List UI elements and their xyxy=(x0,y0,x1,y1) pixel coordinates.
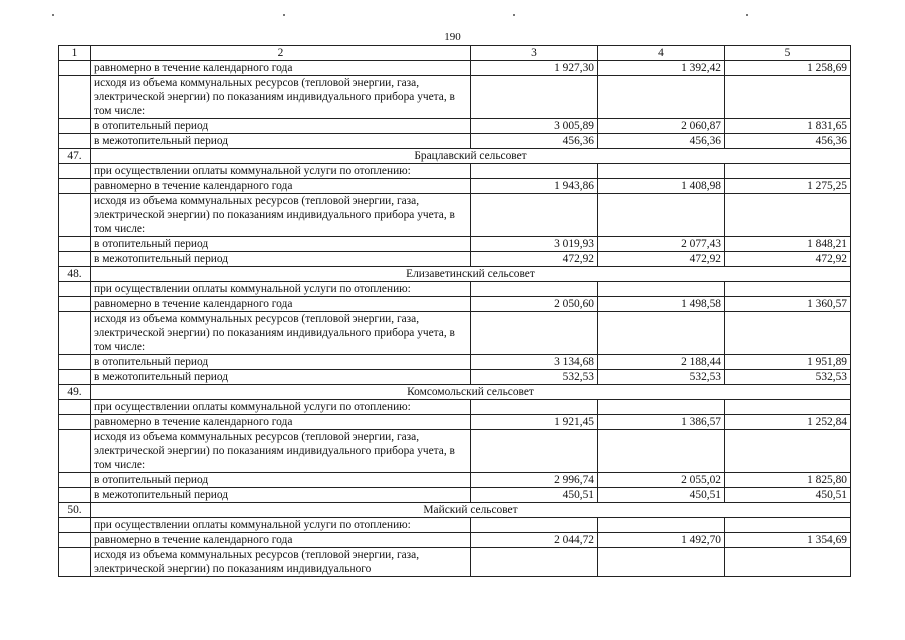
row-label: в отопительный период xyxy=(91,355,471,370)
value-col-3: 2 044,72 xyxy=(471,533,598,548)
value-col-5 xyxy=(725,548,851,577)
row-label: в отопительный период xyxy=(91,237,471,252)
value-col-4: 1 386,57 xyxy=(598,415,725,430)
row-label: исходя из объема коммунальных ресурсов (тепловой энергии, газа, электрической энергии) по показаниям индивидуального прибора учета, в том числе: xyxy=(91,312,471,355)
value-col-4: 456,36 xyxy=(598,134,725,149)
value-col-3: 1 943,86 xyxy=(471,179,598,194)
value-col-3: 1 921,45 xyxy=(471,415,598,430)
table-row xyxy=(59,134,851,149)
index-cell xyxy=(59,297,91,312)
index-cell xyxy=(59,370,91,385)
section-title: Елизаветинский сельсовет xyxy=(91,267,851,282)
value-col-4: 2 188,44 xyxy=(598,355,725,370)
index-cell xyxy=(59,518,91,533)
table-row xyxy=(59,430,851,473)
value-col-4: 532,53 xyxy=(598,370,725,385)
row-label: при осуществлении оплаты коммунальной услуги по отоплению: xyxy=(91,164,471,179)
value-col-4 xyxy=(598,518,725,533)
index-cell xyxy=(59,533,91,548)
value-col-3: 1 927,30 xyxy=(471,61,598,76)
section-number: 48. xyxy=(59,267,91,282)
value-col-3: 2 996,74 xyxy=(471,473,598,488)
row-label: равномерно в течение календарного года xyxy=(91,533,471,548)
value-col-5 xyxy=(725,518,851,533)
value-col-5 xyxy=(725,194,851,237)
value-col-5: 450,51 xyxy=(725,488,851,503)
index-cell xyxy=(59,473,91,488)
header-cell: 2 xyxy=(91,46,471,61)
table-row xyxy=(59,194,851,237)
value-col-5: 1 275,25 xyxy=(725,179,851,194)
value-col-5 xyxy=(725,164,851,179)
row-label: равномерно в течение календарного года xyxy=(91,415,471,430)
index-cell xyxy=(59,252,91,267)
value-col-5: 1 951,89 xyxy=(725,355,851,370)
value-col-3 xyxy=(471,76,598,119)
row-label: равномерно в течение календарного года xyxy=(91,297,471,312)
table-row xyxy=(59,61,851,76)
section-row xyxy=(59,503,851,518)
section-number: 50. xyxy=(59,503,91,518)
value-col-5: 1 252,84 xyxy=(725,415,851,430)
row-label: равномерно в течение календарного года xyxy=(91,61,471,76)
table-row xyxy=(59,370,851,385)
table-row xyxy=(59,312,851,355)
value-col-3 xyxy=(471,430,598,473)
table-row xyxy=(59,282,851,297)
value-col-5: 532,53 xyxy=(725,370,851,385)
section-title: Комсомольский сельсовет xyxy=(91,385,851,400)
value-col-4 xyxy=(598,312,725,355)
value-col-4: 472,92 xyxy=(598,252,725,267)
index-cell xyxy=(59,400,91,415)
value-col-3: 3 019,93 xyxy=(471,237,598,252)
row-label: исходя из объема коммунальных ресурсов (тепловой энергии, газа, электрической энергии) по показаниям индивидуального xyxy=(91,548,471,577)
value-col-3 xyxy=(471,312,598,355)
section-row xyxy=(59,149,851,164)
value-col-4: 1 408,98 xyxy=(598,179,725,194)
index-cell xyxy=(59,430,91,473)
value-col-5 xyxy=(725,76,851,119)
value-col-5: 1 360,57 xyxy=(725,297,851,312)
scan-mark xyxy=(283,14,285,16)
value-col-4: 450,51 xyxy=(598,488,725,503)
table-row xyxy=(59,533,851,548)
value-col-3 xyxy=(471,518,598,533)
index-cell xyxy=(59,488,91,503)
value-col-5: 456,36 xyxy=(725,134,851,149)
value-col-3 xyxy=(471,164,598,179)
section-number: 49. xyxy=(59,385,91,400)
row-label: исходя из объема коммунальных ресурсов (тепловой энергии, газа, электрической энергии) по показаниям индивидуального прибора учета, в том числе: xyxy=(91,76,471,119)
value-col-3 xyxy=(471,400,598,415)
row-label: исходя из объема коммунальных ресурсов (тепловой энергии, газа, электрической энергии) по показаниям индивидуального прибора учета, в том числе: xyxy=(91,430,471,473)
value-col-3: 2 050,60 xyxy=(471,297,598,312)
section-title: Майский сельсовет xyxy=(91,503,851,518)
row-label: при осуществлении оплаты коммунальной услуги по отоплению: xyxy=(91,400,471,415)
value-col-4 xyxy=(598,282,725,297)
row-label: исходя из объема коммунальных ресурсов (тепловой энергии, газа, электрической энергии) по показаниям индивидуального прибора учета, в том числе: xyxy=(91,194,471,237)
row-label: при осуществлении оплаты коммунальной услуги по отоплению: xyxy=(91,282,471,297)
table-row xyxy=(59,473,851,488)
index-cell xyxy=(59,548,91,577)
index-cell xyxy=(59,282,91,297)
page-number: 190 xyxy=(444,31,461,43)
row-label: в межотопительный период xyxy=(91,252,471,267)
index-cell xyxy=(59,61,91,76)
table-row xyxy=(59,252,851,267)
table-body xyxy=(59,46,851,577)
index-cell xyxy=(59,312,91,355)
value-col-4: 2 055,02 xyxy=(598,473,725,488)
value-col-4: 1 492,70 xyxy=(598,533,725,548)
value-col-4 xyxy=(598,430,725,473)
row-label: в отопительный период xyxy=(91,119,471,134)
value-col-3 xyxy=(471,282,598,297)
row-label: в межотопительный период xyxy=(91,488,471,503)
index-cell xyxy=(59,76,91,119)
section-row xyxy=(59,267,851,282)
section-number: 47. xyxy=(59,149,91,164)
table-row xyxy=(59,415,851,430)
index-cell xyxy=(59,237,91,252)
header-cell: 1 xyxy=(59,46,91,61)
value-col-4 xyxy=(598,164,725,179)
section-title: Брацлавский сельсовет xyxy=(91,149,851,164)
value-col-5: 1 258,69 xyxy=(725,61,851,76)
value-col-3: 456,36 xyxy=(471,134,598,149)
index-cell xyxy=(59,415,91,430)
value-col-3: 532,53 xyxy=(471,370,598,385)
value-col-5 xyxy=(725,400,851,415)
value-col-3 xyxy=(471,194,598,237)
value-col-3 xyxy=(471,548,598,577)
value-col-3: 3 005,89 xyxy=(471,119,598,134)
value-col-5 xyxy=(725,312,851,355)
value-col-3: 450,51 xyxy=(471,488,598,503)
header-row xyxy=(59,46,851,61)
index-cell xyxy=(59,119,91,134)
table-row xyxy=(59,119,851,134)
scan-mark xyxy=(52,14,54,16)
row-label: при осуществлении оплаты коммунальной услуги по отоплению: xyxy=(91,518,471,533)
header-cell: 4 xyxy=(598,46,725,61)
table-row xyxy=(59,164,851,179)
index-cell xyxy=(59,355,91,370)
scan-mark xyxy=(513,14,515,16)
value-col-5: 1 848,21 xyxy=(725,237,851,252)
value-col-3: 3 134,68 xyxy=(471,355,598,370)
value-col-4 xyxy=(598,76,725,119)
value-col-4 xyxy=(598,548,725,577)
table-row xyxy=(59,179,851,194)
index-cell xyxy=(59,194,91,237)
value-col-5: 1 354,69 xyxy=(725,533,851,548)
value-col-4 xyxy=(598,400,725,415)
value-col-4: 1 498,58 xyxy=(598,297,725,312)
row-label: в межотопительный период xyxy=(91,134,471,149)
table-row xyxy=(59,548,851,577)
index-cell xyxy=(59,179,91,194)
index-cell xyxy=(59,134,91,149)
table-row xyxy=(59,76,851,119)
tariff-table xyxy=(58,45,851,577)
value-col-5 xyxy=(725,282,851,297)
header-cell: 5 xyxy=(725,46,851,61)
row-label: в отопительный период xyxy=(91,473,471,488)
value-col-4 xyxy=(598,194,725,237)
scan-mark xyxy=(746,14,748,16)
value-col-4: 2 060,87 xyxy=(598,119,725,134)
value-col-3: 472,92 xyxy=(471,252,598,267)
table-row xyxy=(59,355,851,370)
header-cell: 3 xyxy=(471,46,598,61)
value-col-4: 1 392,42 xyxy=(598,61,725,76)
value-col-4: 2 077,43 xyxy=(598,237,725,252)
table-row xyxy=(59,488,851,503)
section-row xyxy=(59,385,851,400)
table-row xyxy=(59,400,851,415)
table-row xyxy=(59,297,851,312)
value-col-5: 472,92 xyxy=(725,252,851,267)
table-row xyxy=(59,518,851,533)
value-col-5: 1 825,80 xyxy=(725,473,851,488)
index-cell xyxy=(59,164,91,179)
row-label: в межотопительный период xyxy=(91,370,471,385)
value-col-5: 1 831,65 xyxy=(725,119,851,134)
value-col-5 xyxy=(725,430,851,473)
table-row xyxy=(59,237,851,252)
row-label: равномерно в течение календарного года xyxy=(91,179,471,194)
